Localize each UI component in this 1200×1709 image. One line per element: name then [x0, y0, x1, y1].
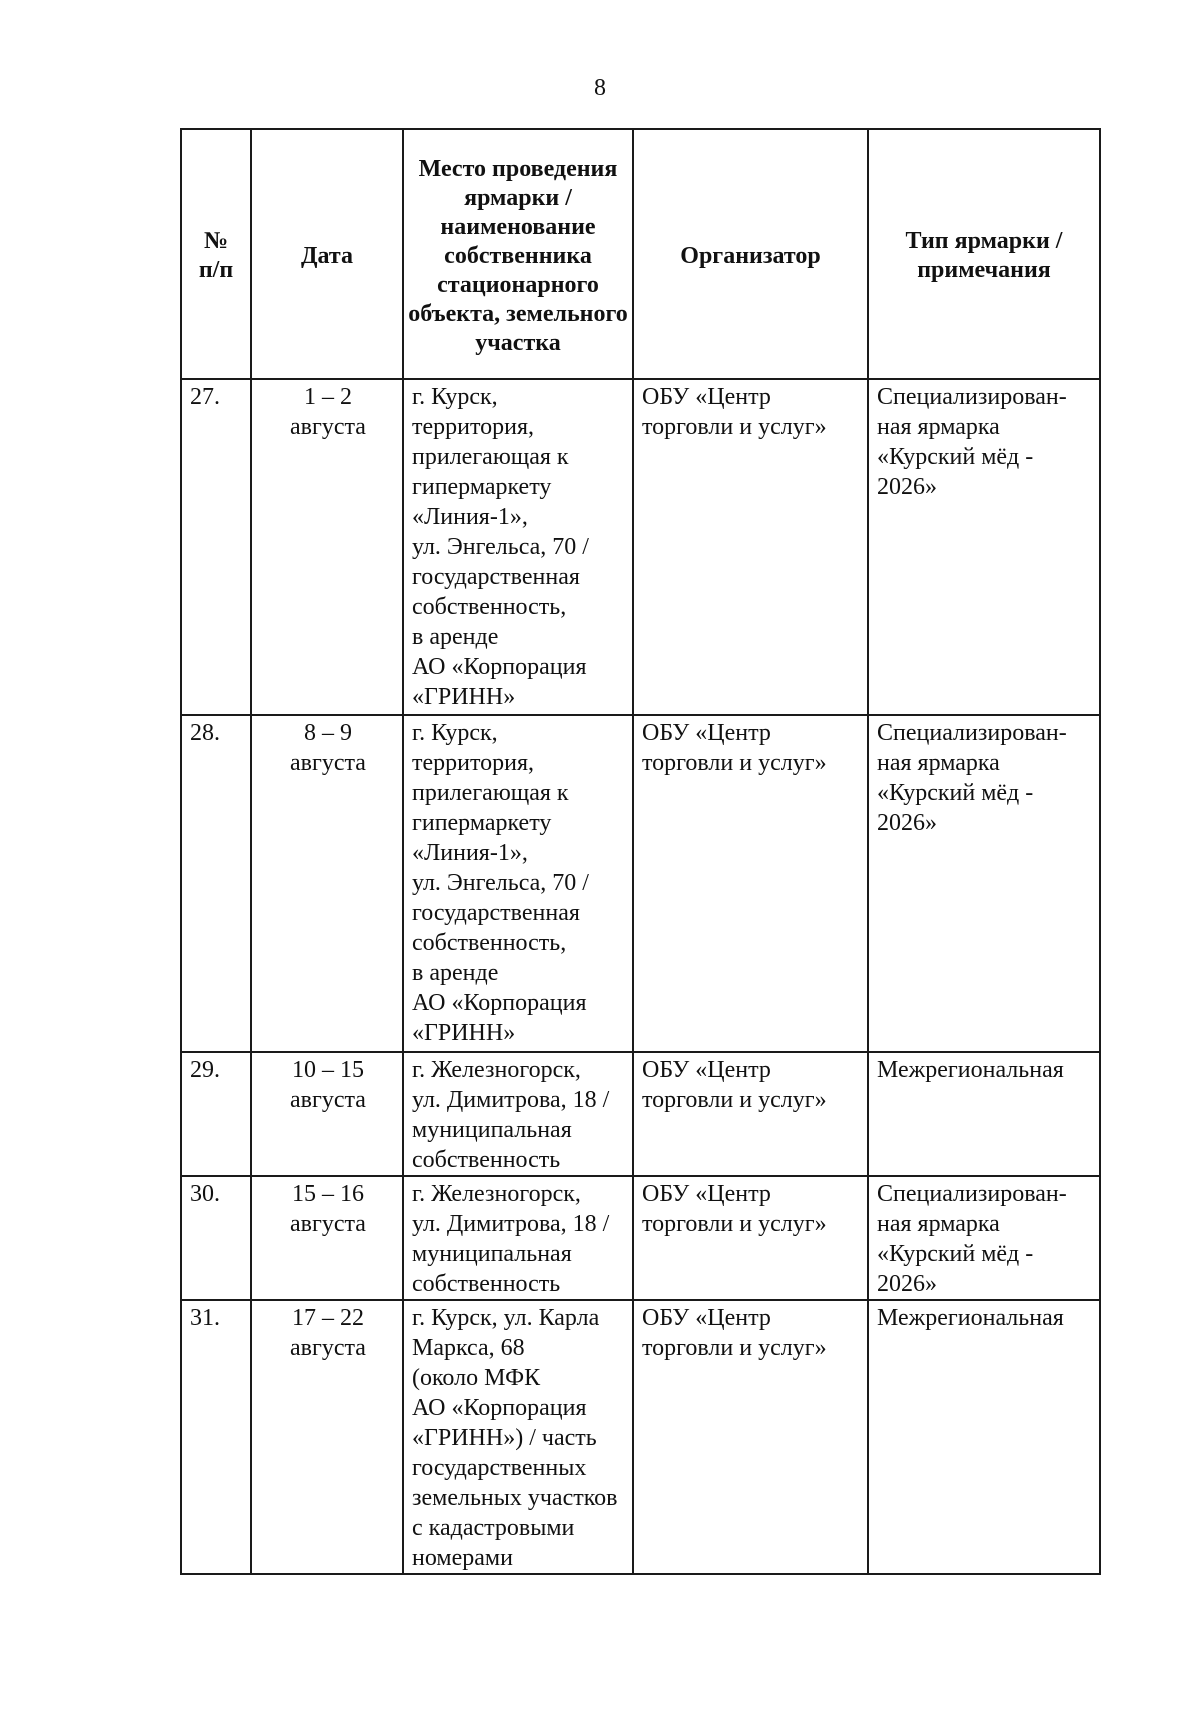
- row-date: 1 – 2 августа: [251, 379, 403, 715]
- row-type: Межрегиональная: [868, 1300, 1100, 1574]
- table-row: [181, 715, 1100, 1052]
- row-date: 8 – 9 августа: [251, 715, 403, 1052]
- header-date: Дата: [251, 129, 403, 379]
- row-organizer: ОБУ «Центр торговли и услуг»: [633, 1052, 868, 1176]
- row-date: 10 – 15 августа: [251, 1052, 403, 1176]
- table-row: [181, 1176, 1100, 1300]
- row-place: г. Курск, территория, прилегающая к гипермаркету «Линия-1», ул. Энгельса, 70 / государственная собственность, в аренде АО «Корпорация «ГРИНН»: [403, 379, 633, 715]
- page-number: 8: [594, 75, 606, 101]
- row-organizer: ОБУ «Центр торговли и услуг»: [633, 1176, 868, 1300]
- table-row: [181, 379, 1100, 715]
- row-organizer: ОБУ «Центр торговли и услуг»: [633, 715, 868, 1052]
- table-row: [181, 1052, 1100, 1176]
- row-number: 31.: [181, 1300, 251, 1574]
- table-row: [181, 1300, 1100, 1574]
- row-place: г. Курск, территория, прилегающая к гипермаркету «Линия-1», ул. Энгельса, 70 / государственная собственность, в аренде АО «Корпорация «ГРИНН»: [403, 715, 633, 1052]
- row-number: 28.: [181, 715, 251, 1052]
- row-organizer: ОБУ «Центр торговли и услуг»: [633, 1300, 868, 1574]
- row-type: Межрегиональная: [868, 1052, 1100, 1176]
- row-date: 15 – 16 августа: [251, 1176, 403, 1300]
- row-place: г. Железногорск, ул. Димитрова, 18 / муниципальная собственность: [403, 1052, 633, 1176]
- row-type: Специализирован- ная ярмарка «Курский мёд - 2026»: [868, 715, 1100, 1052]
- row-number: 27.: [181, 379, 251, 715]
- row-number: 29.: [181, 1052, 251, 1176]
- fairs-table: [180, 128, 1101, 1575]
- header-number: № п/п: [181, 129, 251, 379]
- row-place: г. Курск, ул. Карла Маркса, 68 (около МФК АО «Корпорация «ГРИНН») / часть государственных земельных участков с кадастровыми номерами: [403, 1300, 633, 1574]
- row-number: 30.: [181, 1176, 251, 1300]
- row-type: Специализирован- ная ярмарка «Курский мёд - 2026»: [868, 1176, 1100, 1300]
- row-place: г. Железногорск, ул. Димитрова, 18 / муниципальная собственность: [403, 1176, 633, 1300]
- row-date: 17 – 22 августа: [251, 1300, 403, 1574]
- table-header-row: [181, 129, 1100, 379]
- row-type: Специализирован- ная ярмарка «Курский мёд - 2026»: [868, 379, 1100, 715]
- header-organizer: Организатор: [633, 129, 868, 379]
- row-organizer: ОБУ «Центр торговли и услуг»: [633, 379, 868, 715]
- header-type: Тип ярмарки / примечания: [868, 129, 1100, 379]
- header-place: Место проведения ярмарки / наименование собственника стационарного объекта, земельного участка: [403, 129, 633, 379]
